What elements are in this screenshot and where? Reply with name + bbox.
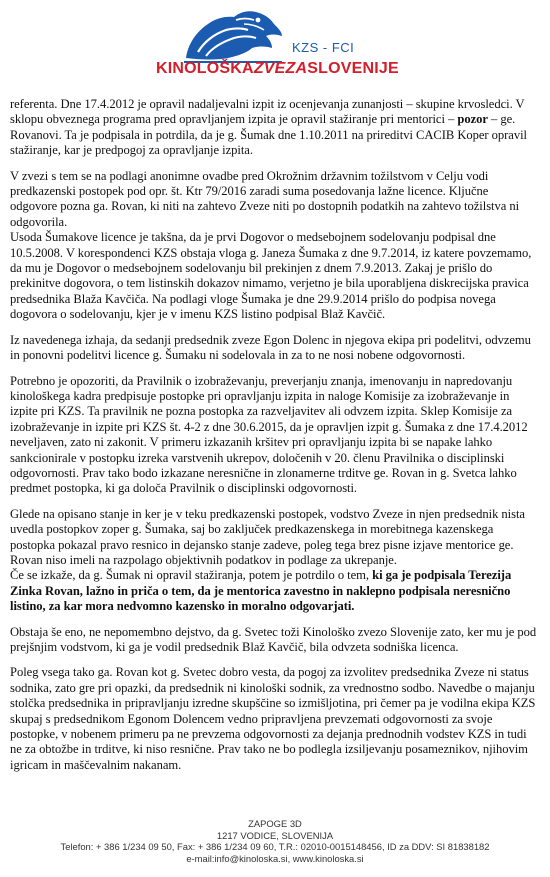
org-name-part3: SLOVENIJE — [307, 60, 399, 77]
org-name-part2: ZVEZA — [253, 60, 308, 77]
paragraph-3: Usoda Šumakove licence je takšna, da je prvi Dogovor o medsebojnem sodelovanju podpisal dne 10.5.2008. V korespondenci KZS obstaja vloga g. Janeza Šumaka z dne 9.7.2014, iz katere povzemamo, da mu je Dogovor o medsebojnem sodelovanju bil prekinjen z dnem 7.9.2013. Zakaj je prišlo do prekinitve dogovora, o tem listinskih dokazov nimamo, verjetno je bila uporabljena diskrecijska pravica predsednika Blaža Kavčiča. Na podlagi vloge Šumaka je dne 29.9.2014 prišlo do podpisa novega dogovora o sodelovanju, kjer je v imenu KZS listino podpisal Blaž Kavčič. — [10, 230, 532, 322]
letterhead — [0, 0, 550, 92]
paragraph-6-text-b: Če se izkaže, da g. Šumak ni opravil stažiranja, potem je potrdilo o tem, — [10, 568, 373, 583]
paragraph-1-bold: pozor — [457, 112, 488, 127]
org-name-part1: KINOLOŠKA — [156, 60, 254, 77]
paragraph-2: V zvezi s tem se na podlagi anonimne ovadbe pred Okrožnim državnim tožilstvom v Celju vodi predkazenski postopek pod opr. št. Ktr 79/2016 zaradi suma posedovanja lažne licence. Ključne odgovore pozna ga. Rovan, ki niti na zahtevo Zveze niti po dostopnih podatkih na zahtevo tožilstva ni odgovorila. — [10, 168, 520, 229]
dog-head-logo-icon — [178, 6, 288, 66]
org-name — [156, 60, 399, 78]
org-code: KZS - FCI — [292, 40, 355, 55]
footer-contact-numbers: Telefon: + 386 1/234 09 50, Fax: + 386 1/234 09 60, T.R.: 02010-0015148456, ID za DDV: SI 81838182 — [60, 841, 490, 852]
paragraph-4: Iz navedenega izhaja, da sedanji predsednik zveze Egon Dolenc in njegova ekipa pri podelitvi, odvzemu in ponovni podelitvi licence g. Šumaku ni sodelovala in za to ne nosi nobene odgovornosti. — [10, 332, 531, 363]
footer-address-city: 1217 VODICE, SLOVENIJA — [216, 829, 334, 841]
paragraph-8: Poleg vsega tako ga. Rovan kot g. Svetec dobro vesta, da pogoj za izvolitev predsednika Zveze ni status sodnika, zato gre pri opazki, da predsednik ni kinološki sodnik, za vrednostno sodbo. Navedbe o majanju stolčka predsednika in pripravljanju izredne skupščine so izmišljotina, pri čemer pa je vodilna ekipa KZS skupaj s predsednikom Egonom Dolencem vedno pripravljena prevzemati odgovornosti za svoje postopke, v nobenem primeru pa ne prevzema odgovornosti za dejanja prednodnih vodstev KZS in tudi ne za obtožbe in trditve, ki niso resnične. Prav tako ne bo podlegla izsiljevanju posameznikov, njihovim igricam in maščevalnim nakanam. — [10, 665, 536, 772]
paragraph-6-continued — [10, 568, 538, 614]
paragraph-1-text-b: – ge. Rovanovi. Ta je podpisala in potrdila, da je g. Šumak dne 1.10.2011 na prireditvi CACIB Koper opravil stažiranje, kar je predpogoj za opravljanje izpita. — [10, 112, 527, 158]
paragraph-6-bold: ki ga je podpisala Terezija Zinka Rovan, lažno in priča o tem, da je mentorica zavestno in naklepno podpisala neresnično listino, za kar mora nedvomno kazensko in moralno odgovarjati. — [10, 568, 512, 614]
paragraph-5: Potrebno je opozoriti, da Pravilnik o izobraževanju, preverjanju znanja, imenovanju in napredovanju kinološkega kadra predpisuje postopke pri opravljanju izpita in naloge Komisije za izobraževanje in izpite pri KZS. Ta pravilnik ne pozna postopka za razveljavitev ali odvzem izpita. Sklep Komisije za izobraževanje in izpite pri KZS št. 4-2 z dne 30.6.2015, da je opravljen izpit g. Šumaka z dne 17.4.2012 neveljaven, zato ni zakonit. V primeru izkazanih kršitev pri opravljanju izpita bi se napake lahko sankcionirale v postopku izreka varstvenih ukrepov, določenih v 20. členu Pravilnika o disciplinski odgovornosti. Prav tako bodo izkazane neresnične in zlonamerne trditve ge. Rovan in g. Svetca lahko predmet postopka, ki ga določa Pravilnik o disciplinski odgovornosti. — [10, 373, 528, 496]
paragraph-7: Obstaja še eno, ne nepomembno dejstvo, da g. Svetec toži Kinološko zvezo Slovenije zato, ker mu je pod prejšnjim vodstvom, ki ga je vodil predsednik Blaž Kavčič, bila odvzeta sodniška licenca. — [10, 624, 537, 654]
footer-email-web: e-mail:info@kinoloska.si, www.kinoloska.si — [186, 852, 364, 864]
letter-footer — [0, 818, 550, 864]
letter-body — [10, 97, 538, 773]
paragraph-1-text-a: referenta. Dne 17.4.2012 je opravil nadaljevalni izpit iz ocenjevanja zunanjosti – skupine krvosledci. V sklopu obveznega programa pred opravljanjem izpita je opravil stažiranje pri mentorici – — [10, 97, 525, 127]
footer-address-street: ZAPOGE 3D — [248, 818, 302, 829]
paragraph-6: Glede na opisano stanje in ker je v teku predkazenski postopek, vodstvo Zveze in njen predsednik nista uvedla postopkov zoper g. Šumaka, saj bo zaključek predkazenskega in morebitnega kazenskega postopka pokazal pravo resnico in dejansko stanje zadeve, poleg tega brez pisne izjave mentorice ge. Rovan niso imeli na razpolago objektivnih podatkov in podlage za ukrepanje. — [10, 506, 525, 567]
paragraph-1 — [10, 97, 538, 159]
